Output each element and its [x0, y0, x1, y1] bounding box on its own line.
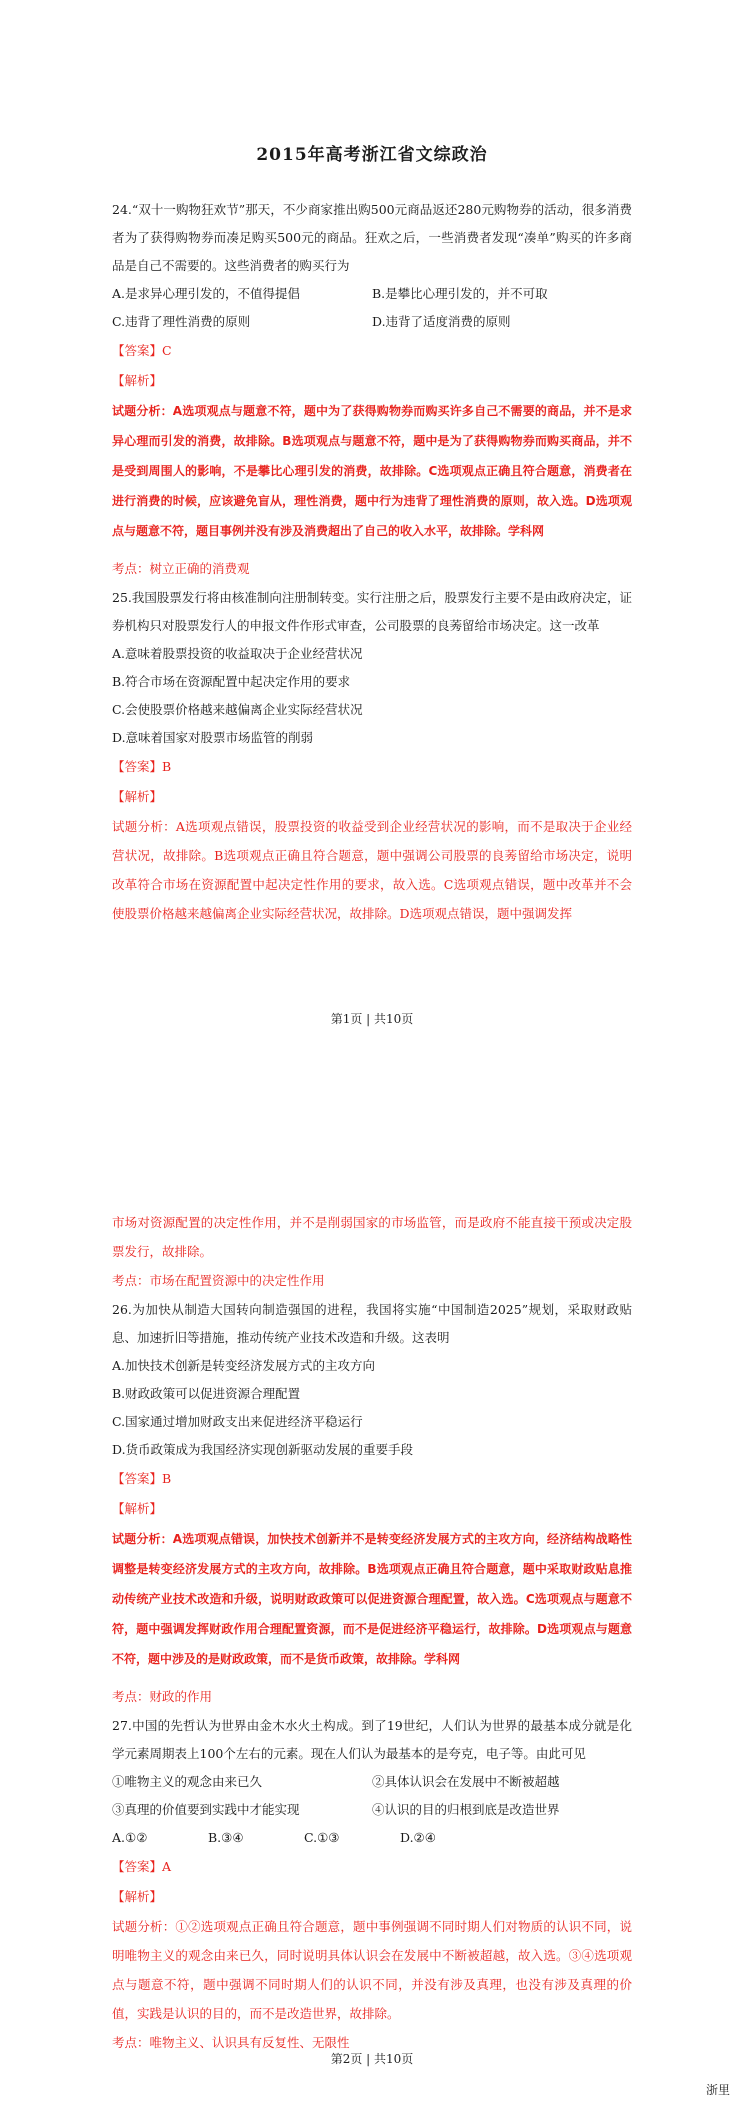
page-footer-1: 第1页 | 共10页 — [330, 1012, 414, 1026]
q25-option-a: A.意味着股票投资的收益取决于企业经营状况 — [112, 646, 363, 661]
q27-answer: 【答案】A — [112, 1859, 172, 1874]
q25-option-c: C.会使股票价格越来越偏离企业实际经营状况 — [112, 702, 363, 717]
q27-analysis: 试题分析：①②选项观点正确且符合题意，题中事例强调不同时期人们对物质的认识不同，说明唯物主义的观念由来已久，同时说明具体认识会在发展中不断被超越，故入选。③④选项观点与题意不符，题中强调不同时期人们的认识不同，并没有涉及真理，也没有涉及真理的价值，实践是认识的目的，而不是改造世界，故排除。 — [112, 1919, 632, 2021]
q25-analysis-cont: 市场对资源配置的决定性作用，并不是削弱国家的市场监管，而是政府不能直接干预或决定股票发行，故排除。 — [112, 1215, 632, 1259]
q24-option-c: C.违背了理性消费的原则 — [112, 314, 251, 329]
q25-answer: 【答案】B — [112, 759, 172, 774]
q27-statement-1: ①唯物主义的观念由来已久 — [112, 1774, 263, 1789]
q25-option-b: B.符合市场在资源配置中起决定作用的要求 — [112, 674, 351, 689]
page-footer-2: 第2页 | 共10页 — [330, 2052, 414, 2066]
q27-stem: 27.中国的先哲认为世界由金木水火土构成。到了19世纪，人们认为世界的最基本成分就是化学元素周期表上100个左右的元素。现在人们认为最基本的是夸克，电子等。由此可见 — [112, 1718, 632, 1761]
q24-analysis: 试题分析：A选项观点与题意不符，题中为了获得购物券而购买许多自己不需要的商品，并不是求异心理而引发的消费，故排除。B选项观点与题意不符，题中是为了获得购物券而购买商品，并不是受到周围人的影响，不是攀比心理引发的消费，故排除。C选项观点正确且符合题意，消费者在进行消费的时候，应该避免盲从，理性消费，题中行为违背了理性消费的原则，故入选。D选项观点与题意不符，题目事例并没有涉及消费超出了自己的收入水平，故排除。学科网 — [112, 404, 632, 538]
q25-option-d: D.意味着国家对股票市场监管的削弱 — [112, 730, 314, 745]
q24-answer: 【答案】C — [112, 343, 172, 358]
q26-analysis: 试题分析：A选项观点错误，加快技术创新并不是转变经济发展方式的主攻方向，经济结构战略性调整是转变经济发展方式的主攻方向，故排除。B选项观点正确且符合题意，题中采取财政贴息推动传统产业技术改造和升级，说明财政政策可以促进资源合理配置，故入选。C选项观点与题意不符，题中强调发挥财政作用合理配置资源，而不是促进经济平稳运行，故排除。D选项观点与题意不符，题中涉及的是财政政策，而不是货币政策，故排除。学科网 — [112, 1532, 632, 1666]
q24-option-d: D.违背了适度消费的原则 — [372, 314, 511, 329]
q27-options — [112, 1824, 632, 1852]
q24-option-b: B.是攀比心理引发的，并不可取 — [372, 286, 548, 301]
q27-statement-3: ③真理的价值要到实践中才能实现 — [112, 1802, 300, 1817]
q27-statements-12 — [112, 1768, 632, 1796]
q25-jiexi-label: 【解析】 — [112, 789, 163, 804]
page-title: 2015年高考浙江省文综政治 — [256, 145, 488, 165]
q27-kaodian: 考点：唯物主义、认识具有反复性、无限性 — [112, 2035, 350, 2050]
q24-options-cd — [112, 308, 632, 336]
q26-option-c: C.国家通过增加财政支出来促进经济平稳运行 — [112, 1414, 363, 1429]
q24-options-ab — [112, 280, 632, 308]
q26-option-d: D.货币政策成为我国经济实现创新驱动发展的重要手段 — [112, 1442, 414, 1457]
q27-statement-2: ②具体认识会在发展中不断被超越 — [372, 1774, 560, 1789]
q25-analysis: 试题分析：A选项观点错误，股票投资的收益受到企业经营状况的影响，而不是取决于企业经营状况，故排除。B选项观点正确且符合题意，题中强调公司股票的良莠留给市场决定，说明改革符合市场在资源配置中起决定性作用的要求，故入选。C选项观点错误，题中改革并不会使股票价格越来越偏离企业实际经营状况，故排除。D选项观点错误，题中强调发挥 — [112, 819, 632, 921]
q26-option-b: B.财政政策可以促进资源合理配置 — [112, 1386, 301, 1401]
q24-option-a: A.是求异心理引发的，不值得提倡 — [112, 286, 301, 301]
q27-option-c: C.①③ — [304, 1830, 340, 1845]
page-1 — [0, 0, 744, 1040]
corner-mark: 浙里 — [705, 2083, 730, 2097]
q26-option-a: A.加快技术创新是转变经济发展方式的主攻方向 — [112, 1358, 376, 1373]
q26-answer: 【答案】B — [112, 1471, 172, 1486]
q27-option-d: D.②④ — [400, 1830, 436, 1845]
page-2 — [0, 1040, 744, 2104]
q24-jiexi-label: 【解析】 — [112, 373, 163, 388]
q27-option-b: B.③④ — [208, 1830, 244, 1845]
q24-stem: 24.“双十一购物狂欢节”那天，不少商家推出购500元商品返还280元购物券的活动，很多消费者为了获得购物券而凑足购买500元的商品。狂欢之后，一些消费者发现“凑单”购买的许多商品是自己不需要的。这些消费者的购买行为 — [112, 202, 632, 273]
q26-jiexi-label: 【解析】 — [112, 1501, 163, 1516]
question-25-continued — [112, 1208, 632, 2058]
q27-statement-4: ④认识的目的归根到底是改造世界 — [372, 1802, 560, 1817]
q24-kaodian: 考点：树立正确的消费观 — [112, 561, 250, 576]
q25-stem: 25.我国股票发行将由核准制向注册制转变。实行注册之后，股票发行主要不是由政府决定，证券机构只对股票发行人的申报文件作形式审查，公司股票的良莠留给市场决定。这一改革 — [112, 590, 632, 633]
q27-option-a: A.①② — [112, 1830, 148, 1845]
q27-statements-34 — [112, 1796, 632, 1824]
q25-kaodian: 考点：市场在配置资源中的决定性作用 — [112, 1273, 325, 1288]
q27-jiexi-label: 【解析】 — [112, 1889, 163, 1904]
question-24 — [112, 196, 632, 928]
q26-kaodian: 考点：财政的作用 — [112, 1689, 213, 1704]
q26-stem: 26.为加快从制造大国转向制造强国的进程，我国将实施“中国制造2025”规划，采取财政贴息、加速折旧等措施，推动传统产业技术改造和升级。这表明 — [112, 1302, 632, 1345]
